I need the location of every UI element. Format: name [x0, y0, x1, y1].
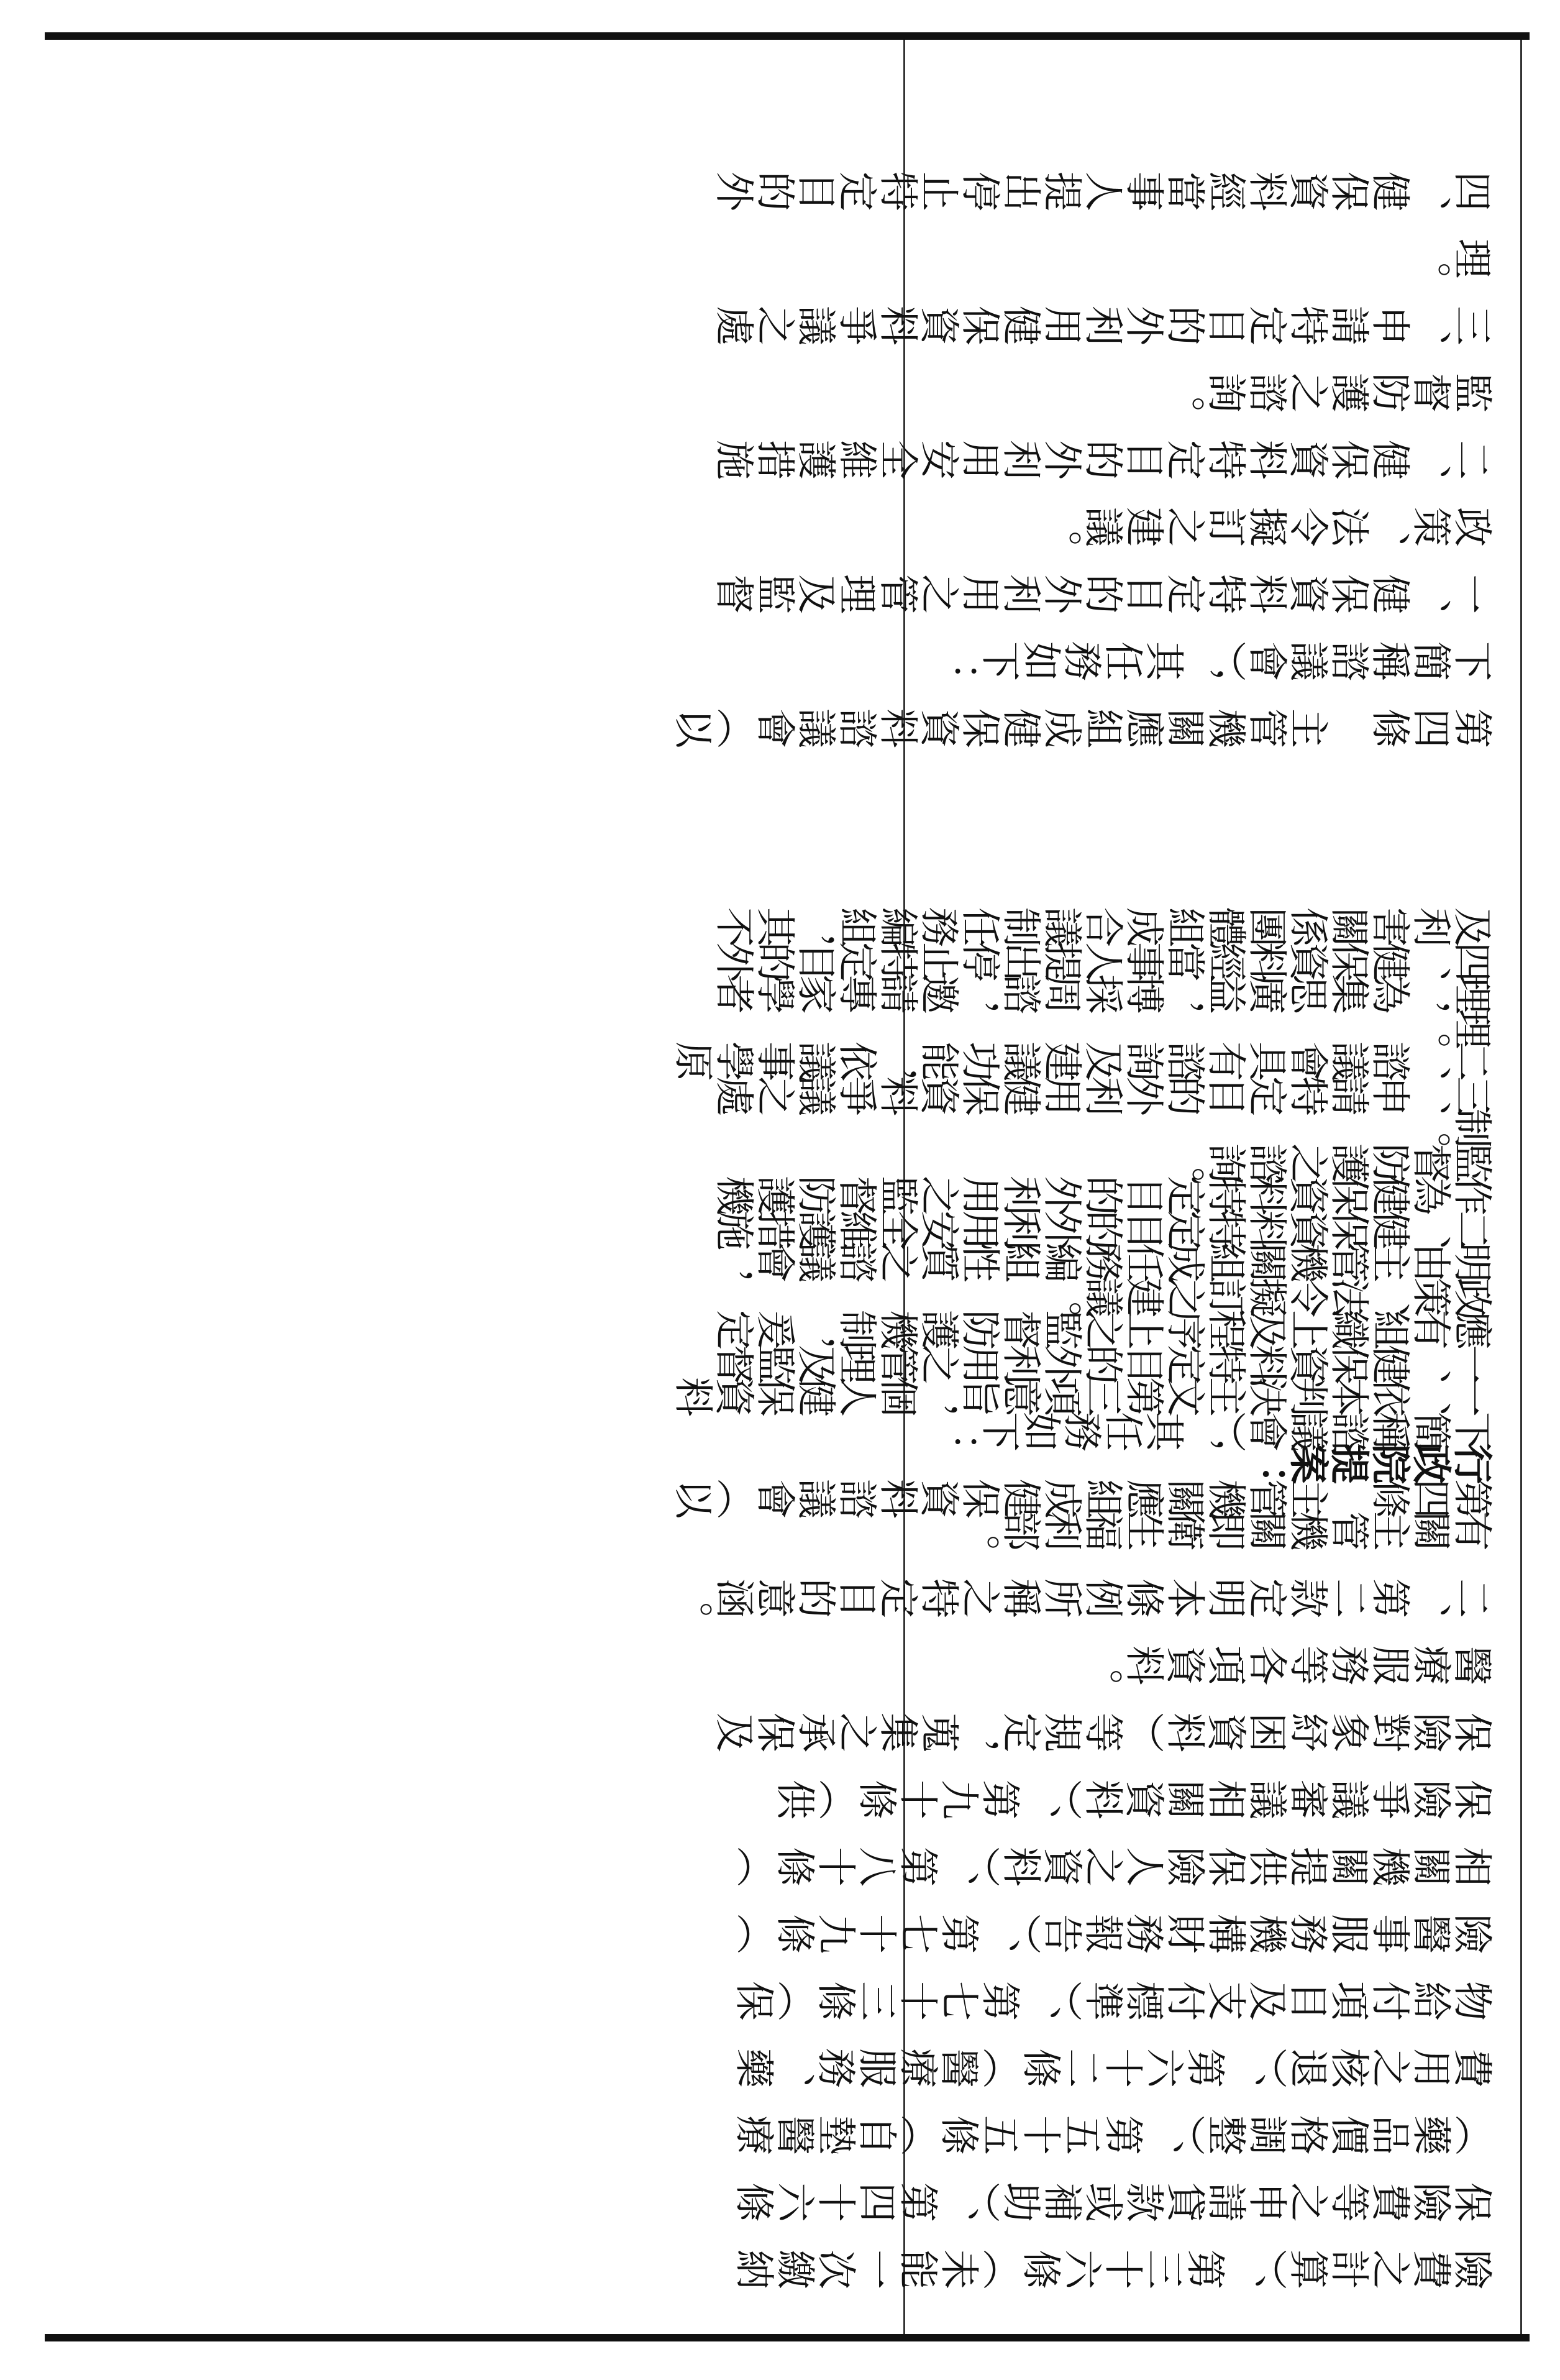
- text-line: 理。: [1412, 1002, 1494, 1048]
- text-line: 政策、法令擬訂之建議。: [1042, 1271, 1494, 1317]
- text-line: 三、申請特定目的外利用健保資料爭議之處: [714, 299, 1494, 345]
- text-line: （藥品價格調整）、第五十五條（自墊醫療: [734, 2108, 1494, 2154]
- rotated-page: [62, 50, 1516, 2324]
- text-line: 二、健保資料特定目的外利用安全維護措施: [714, 1204, 1494, 1250]
- text-line: 保險費等之申請貸款或補助）、第四十六條: [734, 2176, 1494, 2222]
- text-line: 保險爭議審議相關資料）、第九十條（供: [775, 1773, 1494, 1819]
- text-line: 第四條 主管機關應組成健保資料諮議會（以: [673, 702, 1494, 748]
- text-line: 保險對象紓困資料）等規定，蒐集之承保及: [714, 1706, 1494, 1752]
- text-line: 制。: [1412, 1102, 1494, 1148]
- text-line: 一、健保資料特定目的外利用之管理及監督: [714, 567, 1494, 613]
- text-line: 及利害關係團體組成合議制任務編組，其不: [714, 900, 1494, 946]
- text-line: 二、第二款定明本條例所稱之特定目的意涵。: [673, 1572, 1494, 1618]
- article-column-left: [62, 50, 1516, 783]
- text-line: 一、健保資料特定目的外利用之管理及監督: [714, 1338, 1494, 1384]
- text-line: 第四條 主管機關應組成健保資料諮議會（以: [673, 1472, 1494, 1518]
- text-line: 三、申請特定目的外利用健保資料爭議之處: [714, 1069, 1494, 1115]
- text-line: 下簡稱諮議會），其任務如下：: [939, 1405, 1494, 1451]
- text-line: 費用之核退）、第六十二條（醫療服務、藥: [734, 2041, 1494, 2087]
- article-column-middle: [62, 795, 1516, 1554]
- text-line: 理，為集思廣益，博採周諮，邀請專家學者: [714, 968, 1494, 1014]
- text-line: 監督防護之諮詢。: [1165, 1137, 1494, 1183]
- text-line: 險醫事服務機構財務報告）、第七十九條（: [734, 1907, 1494, 1953]
- text-line: 四、健保資料經當事人提出停止特定目的外: [714, 165, 1494, 211]
- text-line: 監督防護之諮詢。: [1165, 366, 1494, 412]
- text-line: 有關主管機關即衛生福利部。: [960, 1504, 1494, 1550]
- text-line: 理。: [1412, 232, 1494, 278]
- text-line: 作為健保資料特定目的外利用之監督防護機: [714, 1169, 1494, 1215]
- text-line: 下簡稱諮議會），其任務如下：: [939, 634, 1494, 680]
- text-line: 醫療服務等各項資料。: [1083, 1639, 1494, 1685]
- top-rule: [45, 32, 1530, 40]
- column-divider-2: [1520, 40, 1522, 2334]
- text-line: 險費之計算）、第三十六條（未能一次繳納: [734, 2243, 1494, 2289]
- text-line: 二、健保資料特定目的外利用安全維護措施: [714, 433, 1494, 479]
- text-line: 應有組織上及程序上之監督防護機制，爰定: [714, 1303, 1494, 1349]
- text-line: 明由主管機關組成任務編組性質之諮議會，: [714, 1236, 1494, 1282]
- text-line: 四、健保資料經當事人提出停止特定目的外: [714, 935, 1494, 981]
- text-line: 相關機關提供保險人之資料）、第八十條（: [734, 1840, 1494, 1886]
- text-line: 一、依本判決主文第三項意旨，個人健保資料: [673, 1370, 1494, 1416]
- text-line: 物給付項目及支付標準）、第七十三條（保: [734, 1974, 1494, 2020]
- text-line: 政策、法令擬訂之建議。: [1042, 500, 1494, 546]
- proposal-heading: 行政院提案：: [1248, 1437, 1494, 1484]
- bottom-rule: [45, 2334, 1530, 2341]
- text-line: 二、諮議會具有諮詢及建議功能，依議事學原: [673, 1035, 1494, 1081]
